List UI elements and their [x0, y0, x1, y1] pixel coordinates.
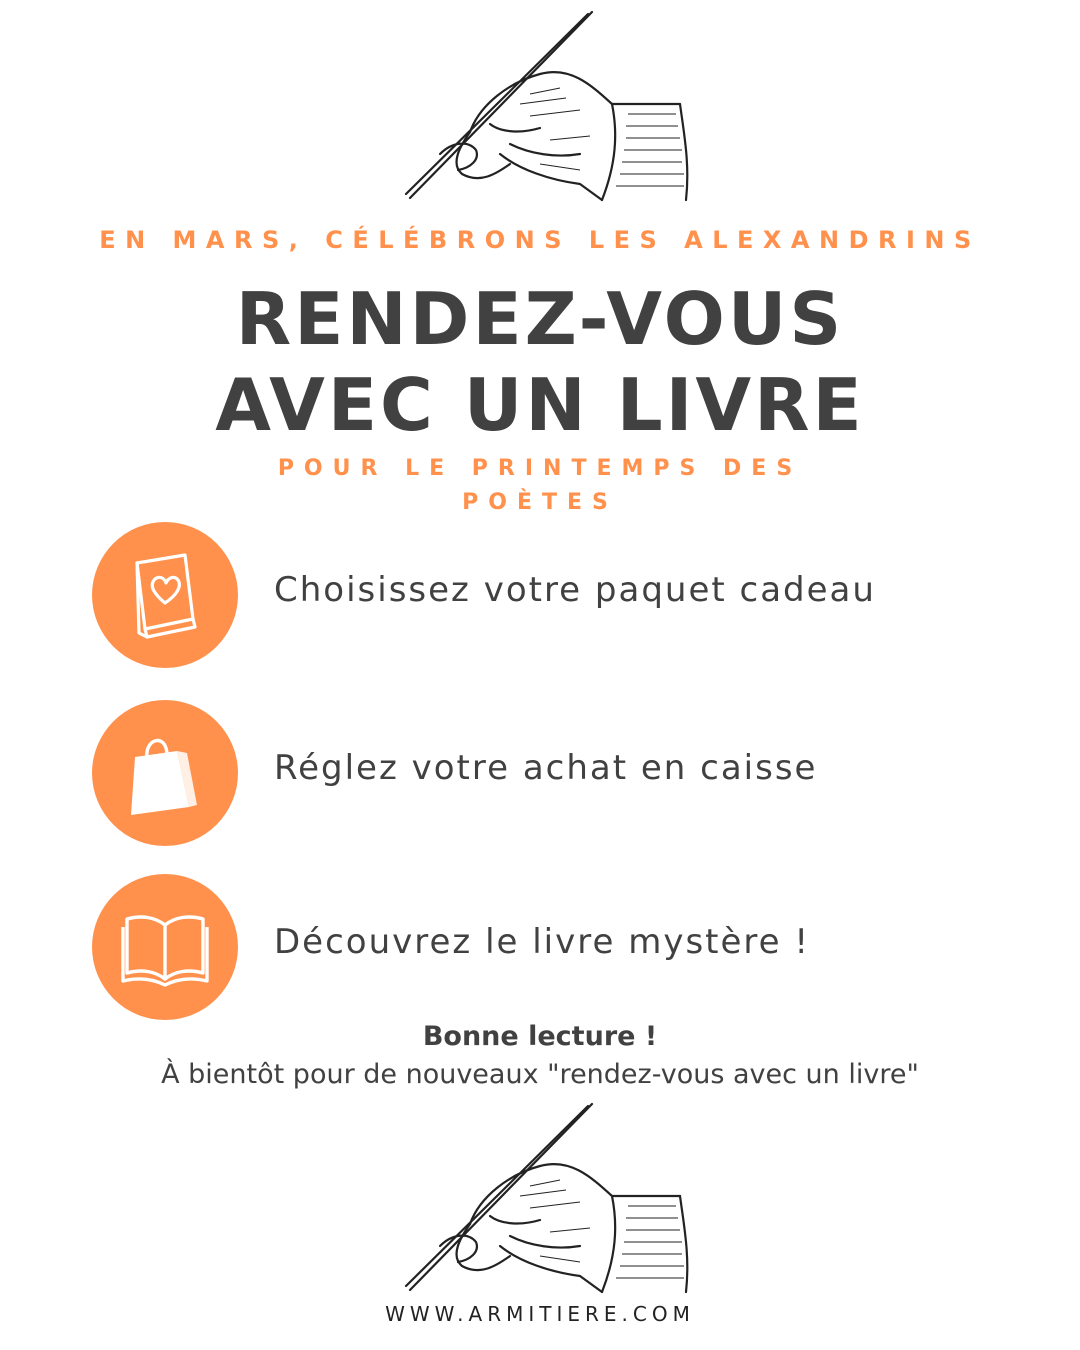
hand-with-pen-illustration-bottom — [380, 1096, 700, 1296]
closing-message — [0, 1018, 1080, 1094]
kicker-text: EN MARS, CÉLÉBRONS LES ALEXANDRINS — [99, 226, 981, 254]
subtitle-line-1: POUR LE PRINTEMPS DES — [277, 456, 803, 481]
step-pay — [92, 700, 992, 848]
step-label: Choisissez votre paquet cadeau — [274, 570, 876, 610]
book-heart-icon — [92, 522, 238, 668]
page-title-line-2: AVEC UN LIVRE — [215, 363, 865, 447]
subtitle — [240, 452, 840, 520]
subtitle-line-2: POÈTES — [462, 490, 618, 515]
step-label: Découvrez le livre mystère ! — [274, 922, 811, 962]
step-discover — [92, 874, 992, 1022]
open-book-icon — [92, 874, 238, 1020]
shopping-bag-icon — [92, 700, 238, 846]
page-title — [0, 276, 1080, 448]
closing-text: À bientôt pour de nouveaux "rendez-vous avec un livre" — [161, 1059, 919, 1090]
page-title-line-1: RENDEZ-VOUS — [235, 277, 845, 361]
website-link[interactable]: WWW.ARMITIERE.COM — [385, 1302, 695, 1326]
step-choose-gift — [92, 522, 992, 670]
hand-with-pen-illustration — [380, 4, 700, 204]
step-label: Réglez votre achat en caisse — [274, 748, 818, 788]
closing-bold: Bonne lecture ! — [422, 1021, 658, 1052]
